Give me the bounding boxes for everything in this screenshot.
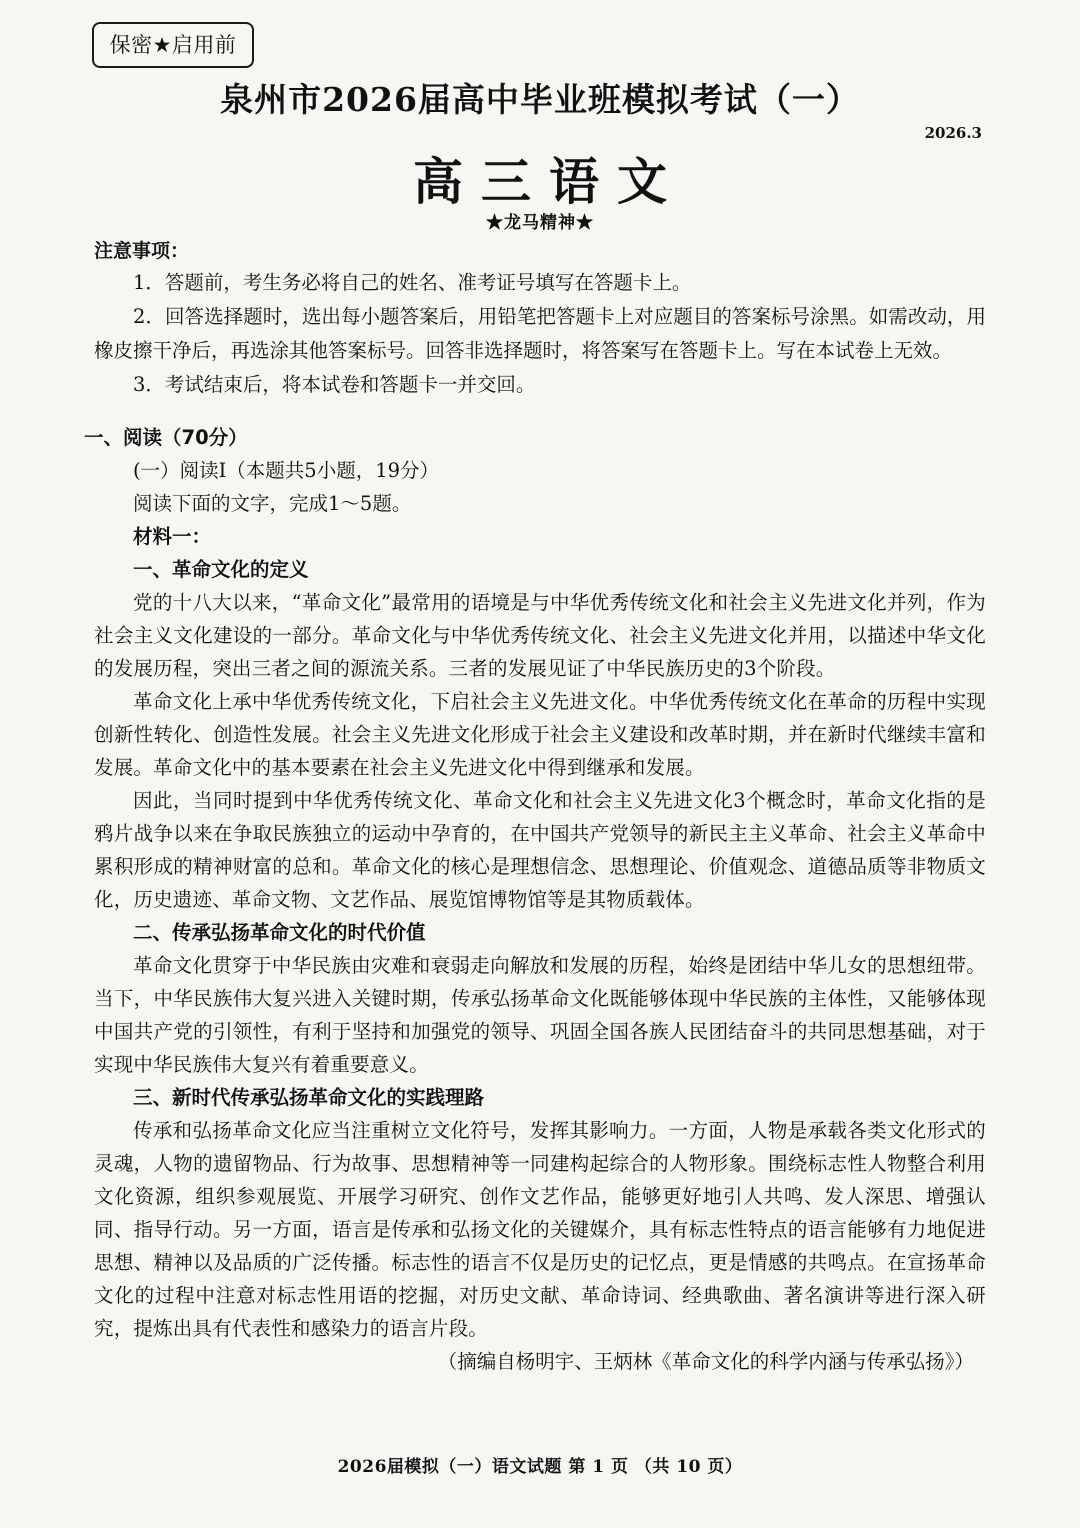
paragraph: 因此，当同时提到中华优秀传统文化、革命文化和社会主义先进文化3个概念时，革命文化指的是鸦片战争以来在争取民族独立的运动中孕育的，在中国共产党领导的新民主主义革命、社会主义革命中累积形成的精神财富的总和。革命文化的核心是理想信念、思想理论、价值观念、道德品质等非物质文化，历史遗迹、革命文物、文艺作品、展览馆博物馆等是其物质载体。 — [94, 789, 986, 911]
paragraph: 革命文化上承中华优秀传统文化，下启社会主义先进文化。中华优秀传统文化在革命的历程中实现创新性转化、创造性发展。社会主义先进文化形成于社会主义建设和改革时期，并在新时代继续丰富和发展。革命文化中的基本要素在社会主义先进文化中得到继承和发展。 — [94, 690, 986, 779]
page-footer: 2026届模拟（一）语文试题 第 1 页 （共 10 页） — [337, 1457, 743, 1477]
exam-date: 2026.3 — [924, 124, 982, 142]
reading-section — [84, 422, 986, 1378]
page-body — [84, 236, 986, 1378]
section-heading: 一、阅读（70分） — [84, 426, 248, 449]
part-heading: 三、新时代传承弘扬革命文化的实践理路 — [133, 1086, 485, 1109]
note-item: 2．回答选择题时，选出每小题答案后，用铅笔把答题卡上对应题目的答案标号涂黑。如需改动，用橡皮擦干净后，再选涂其他答案标号。回答非选择题时，将答案写在答题卡上。写在本试卷上无效。 — [94, 305, 986, 362]
note-item: 3．考试结束后，将本试卷和答题卡一并交回。 — [133, 373, 536, 396]
notes-heading: 注意事项： — [94, 240, 190, 262]
motto: ★龙马精神★ — [486, 213, 594, 233]
part-heading: 二、传承弘扬革命文化的时代价值 — [133, 921, 426, 944]
paragraph: 革命文化贯穿于中华民族由灾难和衰弱走向解放和发展的历程，始终是团结中华儿女的思想纽带。当下，中华民族伟大复兴进入关键时期，传承弘扬革命文化既能够体现中华民族的主体性，又能够体现中国共产党的引领性，有利于坚持和加强党的领导、巩固全国各族人民团结奋斗的共同思想基础，对于实现中华民族伟大复兴有着重要意义。 — [94, 954, 986, 1076]
paragraph: 传承和弘扬革命文化应当注重树立文化符号，发挥其影响力。一方面，人物是承载各类文化形式的灵魂，人物的遗留物品、行为故事、思想精神等一同建构起综合的人物形象。围绕标志性人物整合利用文化资源，组织参观展览、开展学习研究、创作文艺作品，能够更好地引人共鸣、发人深思、增强认同、指导行动。另一方面，语言是传承和弘扬文化的关键媒介，具有标志性特点的语言能够有力地促进思想、精神以及品质的广泛传播。标志性的语言不仅是历史的记忆点，更是情感的共鸣点。在宣扬革命文化的过程中注意对标志性用语的挖掘，对历史文献、革命诗词、经典歌曲、著名演讲等进行深入研究，提炼出具有代表性和感染力的语言片段。 — [94, 1119, 986, 1340]
paragraph: 党的十八大以来，“革命文化”最常用的语境是与中华优秀传统文化和社会主义先进文化并列，作为社会主义文化建设的一部分。革命文化与中华优秀传统文化、社会主义先进文化并用，以描述中华文化的发展历程，突出三者之间的源流关系。三者的发展见证了中华民族历史的3个阶段。 — [94, 591, 986, 680]
confidential-stamp: 保密★启用前 — [92, 22, 254, 68]
instruction: 阅读下面的文字，完成1～5题。 — [133, 492, 412, 515]
material-label: 材料一： — [133, 525, 212, 548]
subject-title: 高三语文 — [413, 152, 685, 211]
citation: （摘编自杨明宇、王炳林《革命文化的科学内涵与传承弘扬》） — [437, 1350, 974, 1373]
part-heading: 一、革命文化的定义 — [133, 558, 309, 581]
notes-block — [94, 236, 986, 402]
exam-title: 泉州市2026届高中毕业班模拟考试（一） — [220, 80, 860, 119]
subsection-heading: (一）阅读Ⅰ（本题共5小题，19分） — [133, 459, 440, 482]
note-item: 1．答题前，考生务必将自己的姓名、准考证号填写在答题卡上。 — [133, 271, 692, 294]
